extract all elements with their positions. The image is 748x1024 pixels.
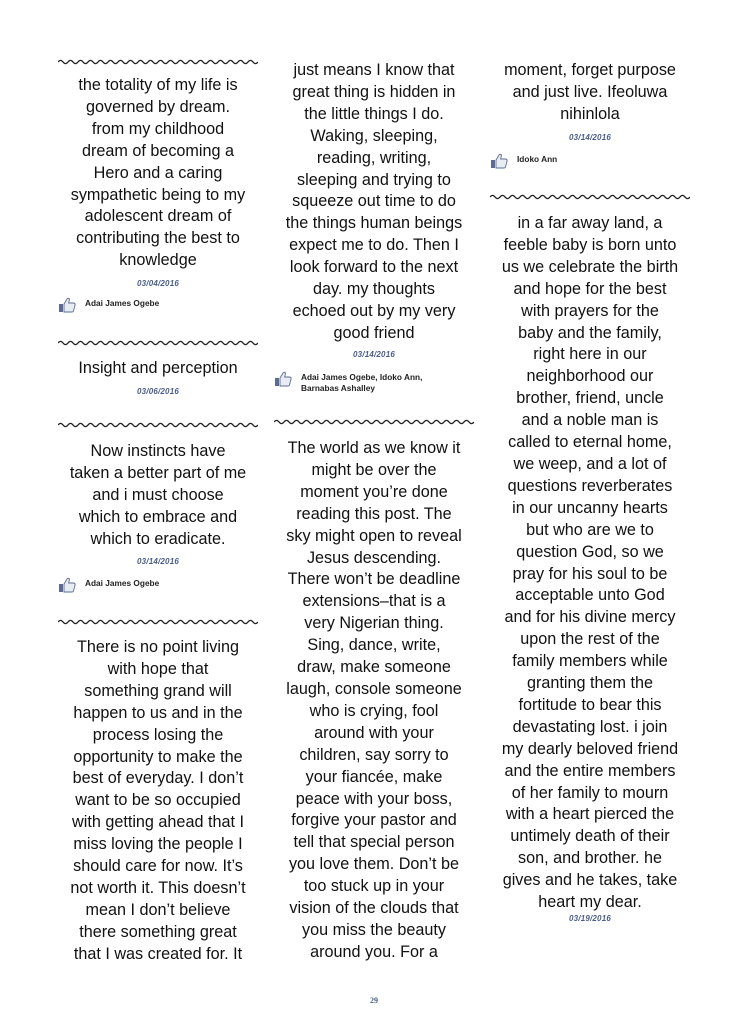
- post-date: 03/04/2016: [136, 279, 180, 288]
- post-date: 03/14/2016: [568, 133, 612, 142]
- post-text: just means I know that great thing is hidden in the little things I do. Waking, sleeping, reading, writing, sleeping and trying to squeeze out time to do the things human beings expect me to do. Then I look forward to the next day. my thoughts echoed out by my very good friend: [285, 61, 463, 342]
- post-text: Now instincts have taken a better part of me and i must choose which to embrace and which to eradicate.: [69, 442, 247, 548]
- post-date: 03/14/2016: [136, 557, 180, 566]
- like-row: [490, 153, 690, 175]
- like-row: [58, 577, 258, 599]
- squiggle-divider: [490, 193, 690, 201]
- like-names[interactable]: Idoko Ann: [517, 154, 558, 164]
- thumbs-up-icon[interactable]: [58, 577, 76, 593]
- squiggle-divider: [58, 421, 258, 429]
- post-date: 03/19/2016: [568, 914, 612, 923]
- post-text: There is no point living with hope that something grand will happen to us and in the process losing the opportunity to make the best of everyday. I don’t want to be so occupied with getting ahead that I miss loving the people I should care for now. It’s not worth it. This doesn’t mean I don’t believe there something great that I was created for. It: [70, 638, 246, 963]
- like-row: [274, 371, 474, 393]
- post-date: 03/14/2016: [352, 350, 396, 359]
- thumbs-up-icon[interactable]: [490, 153, 508, 169]
- post-text: moment, forget purpose and just live. Ifeoluwa nihinlola: [504, 61, 676, 123]
- like-names[interactable]: Adai James Ogebe: [85, 298, 160, 308]
- squiggle-divider: [58, 618, 258, 626]
- squiggle-divider: [274, 418, 474, 426]
- thumbs-up-icon[interactable]: [274, 371, 292, 387]
- post-text: Insight and perception: [78, 359, 238, 377]
- thumbs-up-icon[interactable]: [58, 297, 76, 313]
- post-date: 03/06/2016: [136, 387, 180, 396]
- post-text: in a far away land, a feeble baby is born unto us we celebrate the birth and hope for the best with prayers for the baby and the family, right here in our neighborhood our brother, friend, uncle and a noble man is called to eternal home, we weep, and a lot of questions reverberates in our uncanny hearts but who are we to question God, so we pray for his soul to be acceptable unto God and for his divine mercy upon the rest of the family members while granting them the fortitude to bear this devastating lost. i join my dearly beloved friend and the entire members of her family to mourn with a heart pierced the untimely death of their son, and brother. he gives and he takes, take heart my dear.: [501, 214, 679, 912]
- post-text: The world as we know it might be over the moment you’re done reading this post. The sky might open to reveal Jesus descending. There won’t be deadline extensions–that is a very Nigerian thing. Sing, dance, write, draw, make someone laugh, console someone who is crying, fool around with your children, say sorry to your fiancée, make peace with your boss, forgive your pastor and tell that special person you love them. Don’t be too stuck up in your vision of the clouds that you miss the beauty around you. For a: [286, 439, 462, 961]
- like-row: [58, 297, 258, 319]
- like-names[interactable]: Adai James Ogebe, Idoko Ann, Barnabas Ashalley: [301, 372, 423, 393]
- post-text: the totality of my life is governed by dream. from my childhood dream of becoming a Hero and a caring sympathetic being to my adolescent dream of contributing the best to knowledge: [70, 76, 246, 270]
- squiggle-divider: [58, 58, 258, 66]
- page-number: 29: [370, 996, 378, 1005]
- squiggle-divider: [58, 339, 258, 347]
- like-names[interactable]: Adai James Ogebe: [85, 578, 160, 588]
